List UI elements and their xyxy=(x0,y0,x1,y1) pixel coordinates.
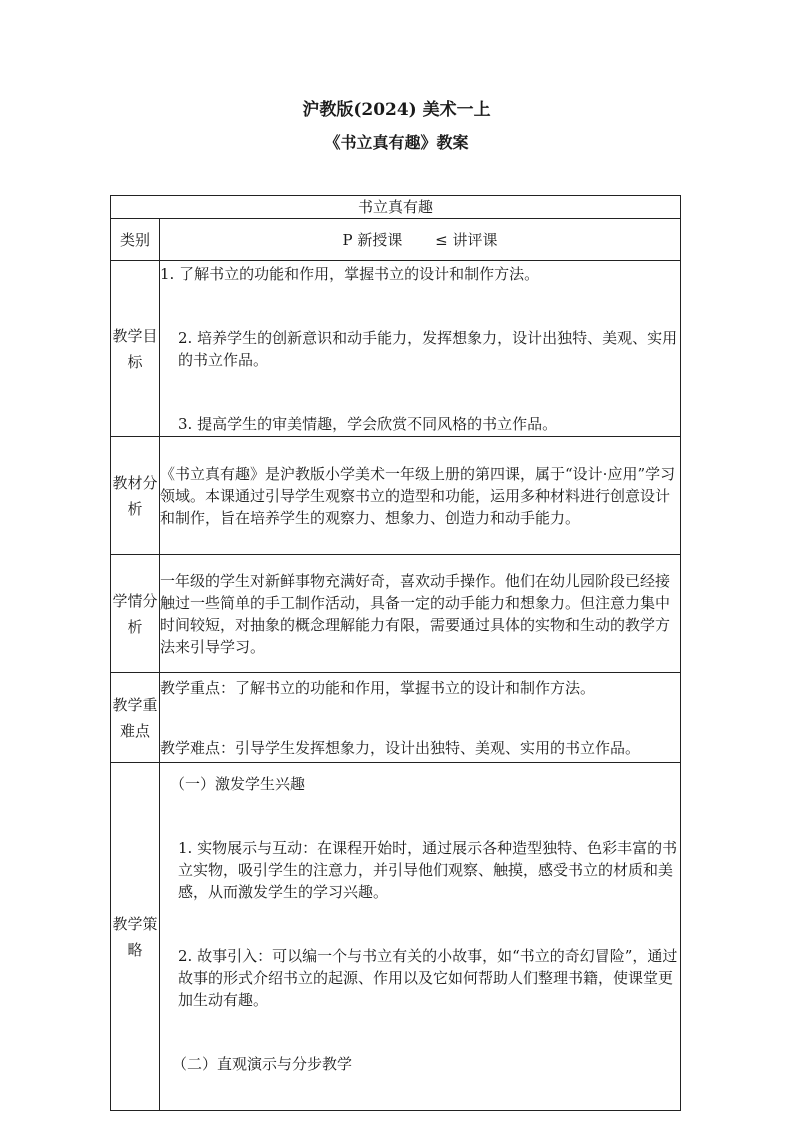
strategy-label: 教学策略 xyxy=(111,763,160,1111)
lesson-plan-table xyxy=(110,195,681,1111)
strategy-item: 1. 实物展示与互动：在课程开始时，通过展示各种造型独特、色彩丰富的书立实物，吸引学生的注意力，并引导他们观察、触摸，感受书立的材质和美感，从而激发学生的学习兴趣。 xyxy=(178,839,678,901)
students-cell: 一年级的学生对新鲜事物充满好奇，喜欢动手操作。他们在幼儿园阶段已经接触过一些简单的手工制作活动，具备一定的动手能力和想象力。但注意力集中时间较短，对抽象的概念理解能力有限，需要通过具体的实物和生动的教学方法来引导学习。 xyxy=(160,555,681,673)
material-cell: 《书立真有趣》是沪教版小学美术一年级上册的第四课，属于“设计·应用”学习领域。本课通过引导学生观察书立的造型和功能，运用多种材料进行创意设计和制作，旨在培养学生的观察力、想象力、创造力和动手能力。 xyxy=(160,437,681,555)
difficult-point: 教学难点：引导学生发挥想象力，设计出独特、美观、实用的书立作品。 xyxy=(160,738,641,757)
strategy-section-heading: （二）直观演示与分步教学 xyxy=(172,1055,353,1073)
category-label: 类别 xyxy=(111,219,160,261)
key-point: 教学重点：了解书立的功能和作用，掌握书立的设计和制作方法。 xyxy=(160,678,596,697)
goals-label: 教学目标 xyxy=(111,261,160,437)
document-title: 沪教版(2024) 美术一上 xyxy=(302,100,491,120)
goal-item: 2. 培养学生的创新意识和动手能力，发挥想象力，设计出独特、美观、实用的书立作品。 xyxy=(178,328,678,369)
strategy-item: 2. 故事引入：可以编一个与书立有关的小故事，如“书立的奇幻冒险”，通过故事的形式介绍书立的起源、作用以及它如何帮助人们整理书籍，使课堂更加生动有趣。 xyxy=(178,947,678,1009)
category-option-review: ≤ 讲评课 xyxy=(435,231,498,249)
table-row xyxy=(111,555,681,673)
goals-cell xyxy=(160,261,681,437)
goal-item: 3. 提高学生的审美情趣，学会欣赏不同风格的书立作品。 xyxy=(178,414,558,433)
students-label: 学情分析 xyxy=(111,555,160,673)
document-subtitle: 《书立真有趣》教案 xyxy=(324,133,469,152)
strategy-section-heading: （一）激发学生兴趣 xyxy=(170,775,306,793)
table-row xyxy=(111,261,681,437)
material-label: 教材分析 xyxy=(111,437,160,555)
strategy-cell xyxy=(160,763,681,1111)
category-cell xyxy=(160,219,681,261)
focus-cell xyxy=(160,673,681,763)
table-row xyxy=(111,673,681,763)
table-row xyxy=(111,219,681,261)
category-option-new: P 新授课 xyxy=(342,231,403,249)
table-row xyxy=(111,437,681,555)
lesson-name-cell: 书立真有趣 xyxy=(111,196,681,219)
table-row xyxy=(111,196,681,219)
table-row xyxy=(111,763,681,1111)
goal-item: 1. 了解书立的功能和作用，掌握书立的设计和制作方法。 xyxy=(160,264,540,283)
focus-label: 教学重难点 xyxy=(111,673,160,763)
